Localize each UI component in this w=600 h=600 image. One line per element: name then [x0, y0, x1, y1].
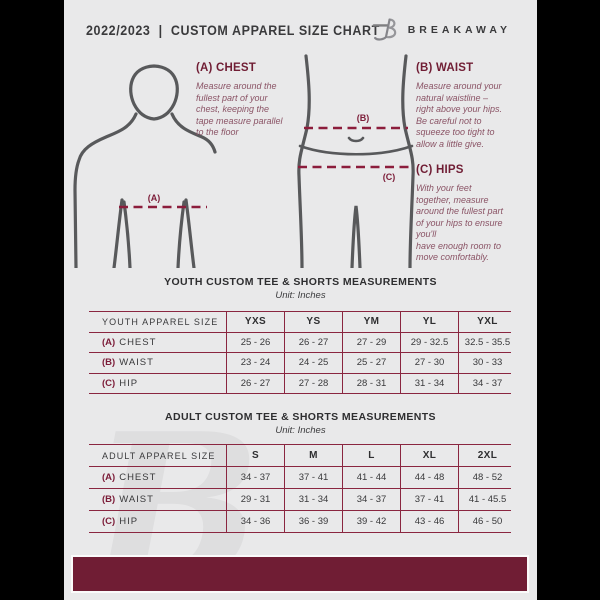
- size-value: 36 - 39: [284, 511, 342, 532]
- column-header: M: [284, 445, 342, 466]
- size-value: 27 - 30: [400, 353, 458, 373]
- waist-instructions: [416, 62, 530, 150]
- column-header: XL: [400, 445, 458, 466]
- page-title: 2022/2023 | CUSTOM APPAREL SIZE CHART: [86, 23, 380, 39]
- size-value: 34 - 37: [458, 374, 516, 394]
- footer-accent-bar: [71, 555, 529, 593]
- size-value: 41 - 45.5: [458, 489, 516, 510]
- chest-instructions: [196, 62, 316, 139]
- size-value: 31 - 34: [400, 374, 458, 394]
- size-value: 39 - 42: [342, 511, 400, 532]
- size-value: 27 - 28: [284, 374, 342, 394]
- row-key: (A): [102, 472, 116, 483]
- column-header: YL: [400, 312, 458, 332]
- hip-marker-label: (C): [382, 172, 396, 182]
- size-value: 26 - 27: [226, 374, 284, 394]
- size-value: 23 - 24: [226, 353, 284, 373]
- chest-heading: (A) CHEST: [196, 62, 256, 74]
- youth-table-unit: Unit: Inches: [275, 290, 326, 301]
- size-value: 29 - 31: [226, 489, 284, 510]
- size-value: 24 - 25: [284, 353, 342, 373]
- size-chart-page: [64, 0, 537, 600]
- adult-table-unit: Unit: Inches: [275, 425, 326, 436]
- column-header: L: [342, 445, 400, 466]
- brand-name: BREAKAWAY: [407, 23, 511, 36]
- column-header: YS: [284, 312, 342, 332]
- row-key: (A): [102, 336, 116, 348]
- table-row: [89, 332, 511, 353]
- table-row: [89, 510, 511, 532]
- table-header-row: [89, 445, 511, 466]
- table-row: [89, 488, 511, 510]
- size-value: 34 - 36: [226, 511, 284, 532]
- table-row: [89, 352, 511, 373]
- waist-text: Measure around your natural waistline – right above your hips. Be careful not to squeeze too tight to allow a little give.: [416, 81, 503, 149]
- youth-size-table: [89, 311, 511, 394]
- youth-table-title: YOUTH CUSTOM TEE & SHORTS MEASUREMENTS: [164, 276, 437, 288]
- size-value: 44 - 48: [400, 467, 458, 488]
- size-value: 34 - 37: [226, 467, 284, 488]
- row-label: (A) CHEST: [102, 472, 157, 483]
- size-value: 48 - 52: [458, 467, 516, 488]
- table-row: [89, 373, 511, 394]
- column-header: YOUTH APPAREL SIZE: [102, 316, 219, 327]
- size-value: 30 - 33: [458, 353, 516, 373]
- row-label: (C) HIP: [102, 516, 139, 527]
- hips-instructions: [416, 164, 536, 264]
- row-label: (A) CHEST: [102, 336, 157, 348]
- size-value: 37 - 41: [284, 467, 342, 488]
- hips-heading: (C) HIPS: [416, 164, 464, 176]
- row-label: (B) WAIST: [102, 357, 154, 369]
- chest-text: Measure around the fullest part of your chest, keeping the tape measure parallel to the floor: [196, 81, 283, 137]
- adult-table-title: ADULT CUSTOM TEE & SHORTS MEASUREMENTS: [165, 411, 436, 423]
- hips-text: With your feet together, measure around the fullest part of your hips to ensure you'll have enough room to move comfortably.: [416, 183, 504, 262]
- size-value: 31 - 34: [284, 489, 342, 510]
- size-value: 34 - 37: [342, 489, 400, 510]
- size-value: 37 - 41: [400, 489, 458, 510]
- row-key: (C): [102, 377, 116, 389]
- column-header: YXL: [458, 312, 516, 332]
- column-header: YM: [342, 312, 400, 332]
- breakaway-b-icon: [372, 16, 399, 43]
- chest-marker-label: (A): [147, 193, 161, 203]
- size-value: 41 - 44: [342, 467, 400, 488]
- row-label: (B) WAIST: [102, 494, 154, 505]
- size-value: 32.5 - 35.5: [458, 333, 516, 353]
- size-value: 29 - 32.5: [400, 333, 458, 353]
- column-header: S: [226, 445, 284, 466]
- size-value: 25 - 26: [226, 333, 284, 353]
- waist-heading: (B) WAIST: [416, 62, 474, 74]
- row-key: (B): [102, 494, 116, 505]
- row-label: (C) HIP: [102, 377, 139, 389]
- table-header-row: [89, 312, 511, 332]
- size-value: 28 - 31: [342, 374, 400, 394]
- brand-logo: [372, 16, 511, 43]
- adult-size-table: [89, 444, 511, 533]
- table-row: [89, 466, 511, 488]
- waist-marker-label: (B): [356, 113, 370, 123]
- size-value: 26 - 27: [284, 333, 342, 353]
- size-value: 25 - 27: [342, 353, 400, 373]
- column-header: 2XL: [458, 445, 516, 466]
- body-outline: [75, 66, 215, 268]
- row-key: (C): [102, 516, 116, 527]
- column-header: YXS: [226, 312, 284, 332]
- size-value: 27 - 29: [342, 333, 400, 353]
- column-header: ADULT APPAREL SIZE: [102, 450, 216, 461]
- size-value: 46 - 50: [458, 511, 516, 532]
- row-key: (B): [102, 357, 116, 369]
- size-value: 43 - 46: [400, 511, 458, 532]
